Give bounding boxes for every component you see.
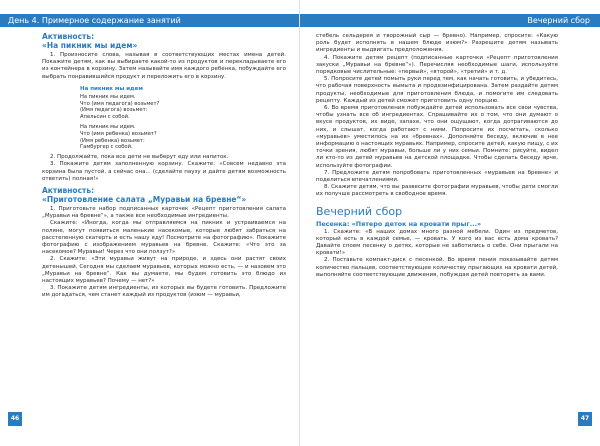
activity-title-picnic [42,33,286,50]
page-number-right: 47 [578,412,592,426]
paragraph: 7. Предложите детям попробовать приготовленных «муравьев на бревне» и поделиться впечатлениями. [316,169,558,184]
right-page-content [316,33,558,279]
poem-line: (Имя ребенка) возьмет: [80,137,145,144]
paragraph: 6. Во время приготовления побуждайте детей использовать все свои чувства, чтобы узнать все об ингредиентах. Спрашивайте их о том, что они думают о вкусе продуктов, их виде, запахе, что они ощущают, когда дотрагиваются до них, и слышат, когда работают с ними. Попросите их посчитать, сколько «муравьев» уместилось на их «бревнах». Дополняйте беседу, включив в нее информацию о настоящих муравьях. Например, спросите детей, какую пищу, с их точки зрения, любят муравьи, больше ли у них семьи. Помните: рисуйте, видел ли кто-то из детей муравьев на детской площадке. Чтобы сделать беседу ярче, используйте фотографии. [316,105,558,169]
paragraph: 2. Скажите: «Эти муравьи живут на природе, и здесь они растят своих детенышей. Сегодня мы сделаем муравьев, которых можно есть, — и назовем это „Муравьи на бревне“. Как вы думаете, мы будем готовить это блюдо из настоящих муравьев? Почему — нет?» [42,256,286,285]
poem-line: Апельсин с собой. [80,114,130,121]
paragraph: 2. Поставьте компакт-диск с песенкой. Во время пения показывайте детям количество пальцев, соответствующее количеству прыгающих на кровати детей, выполняйте соответствующие движения, побуждая детей повторять за вами. [316,257,558,278]
paragraph: 1. Скажите: «В наших домах много разной мебели. Один из предметов, который есть в каждой семье, — кровать. У кого из вас есть дома кровать? Давайте споем песенку о детях, которые не заботились о себе. Они прыгали на кровати!» [316,228,558,257]
poem-line: Что (имя ребенка) возьмет? [80,130,157,137]
poem-line: Гамбургер с собой. [80,144,133,151]
paragraph: стебель сельдерея и творожный сыр — бревно). Например, спросите: «Какую роль будет исполнять в нашем блюде изюм?» Разрешите детям называть ингредиенты и выдвигать предположения. [316,33,558,54]
right-page [300,0,600,446]
left-page-content [42,33,286,300]
paragraph: 3. Покажите детям ингредиенты, из которых вы будете готовить. Предложите им догадаться, чем станет каждый из продуктов (изюм — муравьи, [42,285,286,299]
paragraph: 8. Скажите детям, что вы развесите фотографии муравьев, чтобы дети смогли их получше рассмотреть в свободное время. [316,184,558,198]
song-title: Песенка: «Пятеро деток на кровати прыг...» [316,219,482,228]
poem-title: На пикник мы идем [80,85,143,92]
paragraph: 1. Приготовьте набор подписанных карточек «Рецепт приготовления салата „Муравьи на бревне“», а также все необходимые ингредиенты. [42,206,286,220]
paragraph: Скажите: «Иногда, когда мы отправляемся на пикник и устраиваемся на поляне, могут появиться маленькие насекомые, которые любят забраться на расстеленную скатерть и есть нашу еду! Посмотрите на фотографию». Покажите фотографию с изображением муравьев на бревне. Скажите: «Что это за насекомое? Муравьи! Через что они ползут?» [42,220,286,256]
page-number-left: 46 [8,412,22,426]
activity-name: «Приготовление салата „Муравьи на бревне“» [42,194,247,204]
section-title-evening: Вечерний сбор [316,204,403,218]
activity-label: Активность: [42,186,95,195]
poem-stanza-1 [80,94,286,121]
poem-line: (Имя педагога) возьмет: [80,107,148,114]
paragraph: 1. Произносите слова, называя в соответствующих местах имена детей. Покажите детям, как вы выбираете какой-то из продуктов и перекладываете его из контейнера в корзину. Затем называйте имя каждого ребенка, побуждайте его выбрать понравившийся продукт и переложить его в корзину. [42,52,286,80]
left-page-header: День 4. Примерное содержание занятий [0,14,300,27]
poem-line: Что (имя педагога) возьмет? [80,100,160,107]
activity-name: «На пикник мы идем» [42,40,138,50]
paragraph: 4. Покажите детям рецепт (подписанные карточки «Рецепт приготовления закуски „Муравьи на бревне“»). Перечисляя необходимые шаги, используйте порядковые числительные: «первый», «второй», «третий» и т. д. [316,54,558,76]
right-page-header: Вечерний сбор [300,14,600,27]
poem-line: На пикник мы идем. [80,93,136,100]
paragraph: 5. Попросите детей помыть руки перед тем, как начать готовить, и убедитесь, что рабочая поверхность вымыта и продезинфицирована. Затем раздайте детям продукты, необходимые для приготовления блюда, и помогите им следовать рецепту. Каждый из детей сможет приготовить одну порцию. [316,76,558,104]
paragraph: 3. Покажите детям заполненную корзину. Скажите: «Совсем недавно эта корзина была пустой, а сейчас она... (сделайте паузу и дайте детям возможность ответить) полная!» [42,161,286,182]
activity-label: Активность: [42,32,95,41]
poem-stanza-2 [80,124,286,151]
paragraph: 2. Продолжайте, пока все дети не выберут еду или напиток. [50,154,229,161]
poem-line: На пикник мы идем. [80,124,136,130]
activity-title-ants-on-log [42,187,286,204]
